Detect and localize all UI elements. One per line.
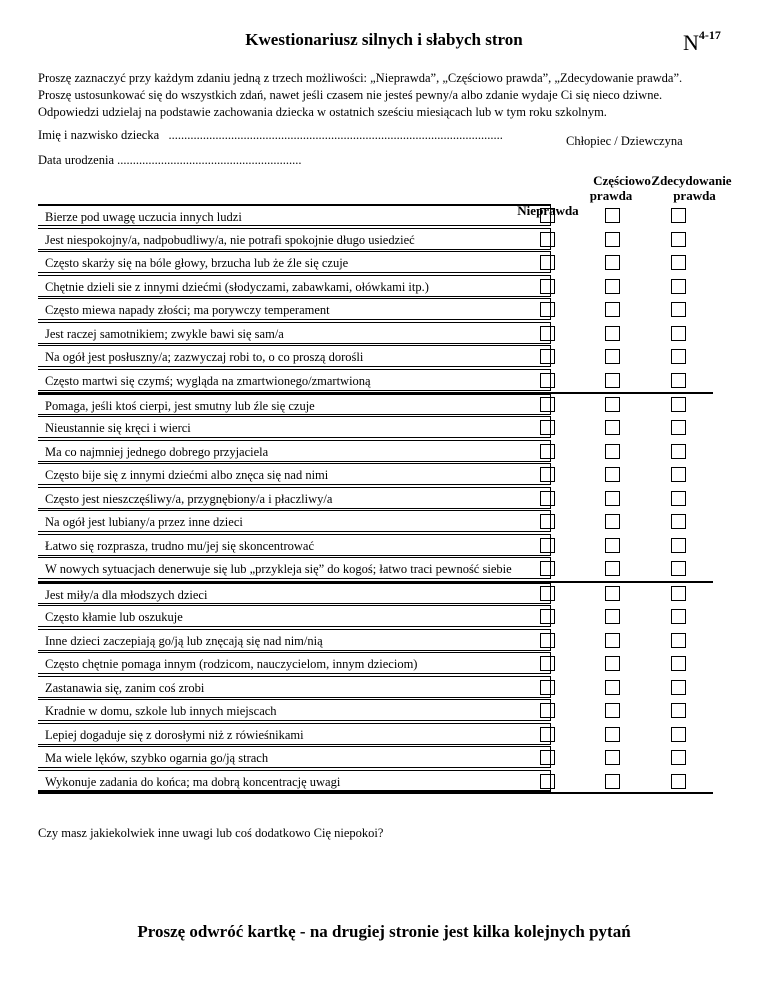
checkbox-somewhat-true[interactable] — [605, 279, 620, 294]
checkbox-somewhat-true[interactable] — [605, 561, 620, 576]
question-text: Na ogół jest lubiany/a przez inne dzieci — [45, 515, 243, 529]
question-row — [38, 534, 551, 556]
instruction-line: Proszę ustosunkować się do wszystkich zdań, nawet jeśli czasem nie jesteś pewny/a albo zdanie wydaje Ci się nieco dziwne. — [38, 88, 663, 102]
question-row — [38, 746, 551, 768]
child-name-label: Imię i nazwisko dziecka — [38, 128, 160, 142]
question-text: Często martwi się czymś; wygląda na zmartwionego/zmartwioną — [45, 373, 371, 388]
section-divider — [38, 581, 713, 583]
checkbox-not-true[interactable] — [540, 538, 555, 553]
checkbox-not-true[interactable] — [540, 373, 555, 388]
checkbox-certainly-true[interactable] — [671, 349, 686, 364]
question-text: Chętnie dzieli sie z innymi dziećmi (słodyczami, zabawkami, ołówkami itp.) — [45, 279, 429, 294]
checkbox-somewhat-true[interactable] — [605, 255, 620, 270]
checkbox-certainly-true[interactable] — [671, 514, 686, 529]
checkbox-not-true[interactable] — [540, 491, 555, 506]
checkbox-not-true[interactable] — [540, 349, 555, 364]
checkbox-somewhat-true[interactable] — [605, 538, 620, 553]
question-row — [38, 699, 551, 721]
checkbox-not-true[interactable] — [540, 703, 555, 718]
checkbox-somewhat-true[interactable] — [605, 397, 620, 412]
question-row — [38, 322, 551, 344]
question-text: Wykonuje zadania do końca; ma dobrą koncentrację uwagi — [45, 774, 341, 789]
column-certainly-true-line1: Zdecydowanie — [651, 173, 732, 188]
instruction-line: Proszę zaznaczyć przy każdym zdaniu jedną z trzech możliwości: „Nieprawda”, „Częściowo prawda”, „Zdecydowanie prawda”. — [38, 71, 683, 85]
checkbox-not-true[interactable] — [540, 302, 555, 317]
checkbox-not-true[interactable] — [540, 774, 555, 789]
question-text: Jest raczej samotnikiem; zwykle bawi się sam/a — [45, 326, 284, 341]
checkbox-not-true[interactable] — [540, 467, 555, 482]
other-concerns-question: Czy masz jakiekolwiek inne uwagi lub coś dodatkowo Cię niepokoi? — [38, 826, 384, 840]
question-text: Nieustannie się kręci i wierci — [45, 421, 191, 435]
checkbox-certainly-true[interactable] — [671, 703, 686, 718]
question-text: Często skarży się na bóle głowy, brzucha lub że źle się czuje — [45, 256, 349, 270]
checkbox-not-true[interactable] — [540, 208, 555, 223]
checkbox-certainly-true[interactable] — [671, 727, 686, 742]
checkbox-certainly-true[interactable] — [671, 444, 686, 459]
question-row — [38, 463, 551, 485]
checkbox-not-true[interactable] — [540, 727, 555, 742]
checkbox-not-true[interactable] — [540, 326, 555, 341]
checkbox-somewhat-true[interactable] — [605, 232, 620, 247]
question-row — [38, 605, 551, 627]
checkbox-somewhat-true[interactable] — [605, 420, 620, 435]
question-row — [38, 440, 551, 462]
question-row — [38, 557, 551, 579]
question-text: Kradnie w domu, szkole lub innych miejscach — [45, 704, 277, 718]
checkbox-somewhat-true[interactable] — [605, 444, 620, 459]
checkbox-not-true[interactable] — [540, 656, 555, 671]
checkbox-somewhat-true[interactable] — [605, 302, 620, 317]
checkbox-certainly-true[interactable] — [671, 397, 686, 412]
birth-date-field[interactable] — [38, 153, 302, 168]
checkbox-certainly-true[interactable] — [671, 656, 686, 671]
checkbox-certainly-true[interactable] — [671, 326, 686, 341]
question-row — [38, 275, 551, 297]
checkbox-somewhat-true[interactable] — [605, 208, 620, 223]
instruction-line: Odpowiedzi udzielaj na podstawie zachowania dziecka w ostatnich sześciu miesiącach lub w tym roku szkolnym. — [38, 105, 607, 119]
question-row — [38, 510, 551, 532]
checkbox-not-true[interactable] — [540, 232, 555, 247]
section-divider — [38, 792, 713, 794]
gender-field[interactable]: Chłopiec / Dziewczyna — [566, 134, 683, 148]
question-text: Łatwo się rozprasza, trudno mu/jej się skoncentrować — [45, 538, 315, 553]
checkbox-not-true[interactable] — [540, 633, 555, 648]
checkbox-not-true[interactable] — [540, 279, 555, 294]
question-text: Ma wiele lęków, szybko ogarnia go/ją strach — [45, 751, 269, 765]
checkbox-certainly-true[interactable] — [671, 538, 686, 553]
checkbox-somewhat-true[interactable] — [605, 680, 620, 695]
checkbox-not-true[interactable] — [540, 680, 555, 695]
question-text: Lepiej dogaduje się z dorosłymi niż z rówieśnikami — [45, 727, 304, 742]
question-text: Ma co najmniej jednego dobrego przyjaciela — [45, 444, 269, 459]
checkbox-certainly-true[interactable] — [671, 302, 686, 317]
checkbox-certainly-true[interactable] — [671, 561, 686, 576]
child-name-field[interactable] — [38, 128, 503, 143]
checkbox-somewhat-true[interactable] — [605, 514, 620, 529]
page-title: Kwestionariusz silnych i słabych stron — [245, 30, 523, 49]
question-row — [38, 487, 551, 509]
checkbox-somewhat-true[interactable] — [605, 349, 620, 364]
checkbox-somewhat-true[interactable] — [605, 633, 620, 648]
column-not-true: Nieprawda — [517, 203, 579, 218]
form-code-letter: N — [683, 30, 699, 55]
column-somewhat-true-line1: Częściowo — [593, 173, 651, 188]
checkbox-somewhat-true[interactable] — [605, 727, 620, 742]
question-text: Inne dzieci zaczepiają go/ją lub znęcają się nad nim/nią — [45, 633, 323, 648]
child-name-dots: ........................................................................................................... — [168, 128, 503, 142]
question-row — [38, 723, 551, 745]
question-row — [38, 676, 551, 698]
question-row — [38, 416, 551, 438]
birth-date-label: Data urodzenia — [38, 153, 115, 167]
checkbox-certainly-true[interactable] — [671, 255, 686, 270]
checkbox-not-true[interactable] — [540, 561, 555, 576]
question-row — [38, 369, 551, 391]
question-row — [38, 345, 551, 367]
section-divider — [38, 392, 713, 394]
question-row — [38, 251, 551, 273]
question-text: Często bije się z innymi dziećmi albo znęca się nad nimi — [45, 468, 329, 482]
checkbox-certainly-true[interactable] — [671, 279, 686, 294]
checkbox-somewhat-true[interactable] — [605, 373, 620, 388]
question-row — [38, 652, 551, 674]
question-text: Na ogół jest posłuszny/a; zazwyczaj robi to, o co proszą dorośli — [45, 350, 364, 364]
checkbox-certainly-true[interactable] — [671, 680, 686, 695]
question-text: Często jest nieszczęśliwy/a, przygnębiony/a i płaczliwy/a — [45, 491, 333, 506]
checkbox-not-true[interactable] — [540, 609, 555, 624]
question-row — [38, 228, 551, 250]
checkbox-not-true[interactable] — [540, 255, 555, 270]
birth-date-dots: ........................................................... — [117, 153, 302, 167]
question-text: Często chętnie pomaga innym (rodzicom, nauczycielom, innym dzieciom) — [45, 657, 418, 671]
column-certainly-true — [644, 173, 739, 203]
instructions — [38, 70, 758, 121]
checkbox-somewhat-true[interactable] — [605, 774, 620, 789]
checkbox-somewhat-true[interactable] — [605, 656, 620, 671]
checkbox-not-true[interactable] — [540, 750, 555, 765]
turn-page-note: Proszę odwróć kartkę - na drugiej stronie jest kilka kolejnych pytań — [137, 922, 631, 941]
question-text: Jest niespokojny/a, nadpobudliwy/a, nie potrafi spokojnie długo usiedzieć — [45, 232, 415, 247]
question-text: Często kłamie lub oszukuje — [45, 610, 183, 624]
checkbox-certainly-true[interactable] — [671, 208, 686, 223]
question-text: Zastanawia się, zanim coś zrobi — [45, 680, 205, 695]
form-code — [683, 30, 721, 56]
column-somewhat-true-line2: prawda — [589, 188, 633, 203]
checkbox-certainly-true[interactable] — [671, 750, 686, 765]
checkbox-somewhat-true[interactable] — [605, 491, 620, 506]
question-text: Pomaga, jeśli ktoś cierpi, jest smutny lub źle się czuje — [45, 398, 315, 413]
question-row — [38, 582, 551, 604]
question-text: Jest miły/a dla młodszych dzieci — [45, 587, 208, 602]
checkbox-certainly-true[interactable] — [671, 609, 686, 624]
question-row — [38, 204, 551, 226]
checkbox-not-true[interactable] — [540, 397, 555, 412]
checkbox-certainly-true[interactable] — [671, 467, 686, 482]
checkbox-certainly-true[interactable] — [671, 491, 686, 506]
form-code-age: 4-17 — [698, 28, 721, 42]
checkbox-certainly-true[interactable] — [671, 586, 686, 601]
question-row — [38, 393, 551, 415]
column-certainly-true-line2: prawda — [673, 188, 716, 203]
question-text: Często miewa napady złości; ma porywczy temperament — [45, 303, 330, 317]
checkbox-certainly-true[interactable] — [671, 774, 686, 789]
question-row — [38, 298, 551, 320]
checkbox-certainly-true[interactable] — [671, 373, 686, 388]
checkbox-certainly-true[interactable] — [671, 232, 686, 247]
checkbox-somewhat-true[interactable] — [605, 326, 620, 341]
checkbox-certainly-true[interactable] — [671, 420, 686, 435]
checkbox-somewhat-true[interactable] — [605, 703, 620, 718]
question-text: W nowych sytuacjach denerwuje się lub „przykleja się” do kogoś; łatwo traci pewność siebie — [45, 562, 512, 576]
checkbox-certainly-true[interactable] — [671, 633, 686, 648]
checkbox-somewhat-true[interactable] — [605, 609, 620, 624]
checkbox-not-true[interactable] — [540, 420, 555, 435]
question-row — [38, 629, 551, 651]
checkbox-somewhat-true[interactable] — [605, 750, 620, 765]
checkbox-not-true[interactable] — [540, 586, 555, 601]
checkbox-not-true[interactable] — [540, 444, 555, 459]
question-text: Bierze pod uwagę uczucia innych ludzi — [45, 210, 242, 224]
checkbox-not-true[interactable] — [540, 514, 555, 529]
checkbox-somewhat-true[interactable] — [605, 586, 620, 601]
checkbox-somewhat-true[interactable] — [605, 467, 620, 482]
question-row — [38, 770, 551, 792]
